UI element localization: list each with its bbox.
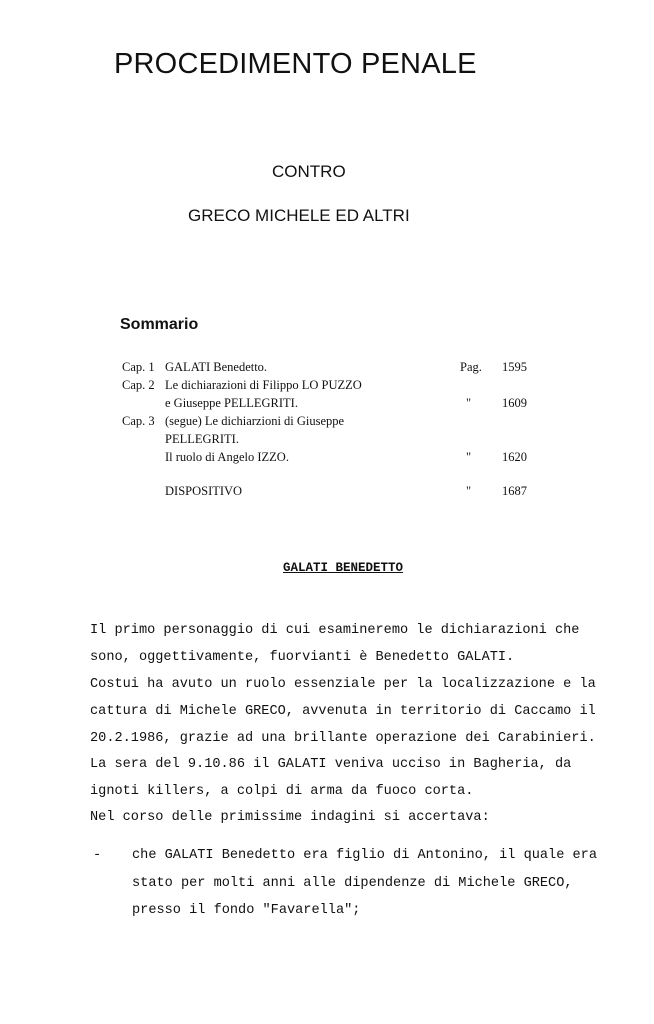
paragraph-line: cattura di Michele GRECO, avvenuta in territorio di Caccamo il [90, 704, 596, 719]
toc-row [122, 414, 542, 432]
toc-page-number: 1620 [502, 450, 527, 464]
bullet-line: che GALATI Benedetto era figlio di Antonino, il quale era [132, 848, 597, 863]
toc-text: e Giuseppe PELLEGRITI. [165, 396, 298, 410]
bullet-line: stato per molti anni alle dipendenze di Michele GRECO, [132, 876, 573, 891]
toc-pag-label: " [466, 484, 472, 498]
toc-text: GALATI Benedetto. [165, 360, 268, 374]
toc-row [122, 432, 542, 450]
toc-row [122, 360, 542, 378]
toc-cap: Cap. 2 [122, 378, 155, 392]
toc-text: PELLEGRITI. [165, 432, 239, 446]
summary-heading: Sommario [120, 316, 199, 333]
paragraph-line: La sera del 9.10.86 il GALATI veniva ucciso in Bagheria, da [90, 757, 572, 772]
bullet-line: presso il fondo "Favarella"; [132, 903, 361, 918]
toc-text: Le dichiarazioni di Filippo LO PUZZO [165, 378, 362, 392]
document-title-text: PROCEDIMENTO PENALE [114, 48, 477, 80]
toc-page-number: 1595 [502, 360, 527, 374]
bullet-marker: - [93, 848, 102, 863]
toc-pag-label: " [466, 396, 472, 410]
toc-cap: Cap. 3 [122, 414, 155, 428]
toc-page-number: 1609 [502, 396, 527, 410]
section-heading: GALATI BENEDETTO [283, 561, 404, 575]
paragraph-line: sono, oggettivamente, fuorvianti è Benedetto GALATI. [90, 650, 515, 665]
paragraph-line: Il primo personaggio di cui esamineremo le dichiarazioni che [90, 623, 580, 638]
defendants-label: GRECO MICHELE ED ALTRI [188, 206, 410, 225]
toc-text: (segue) Le dichiarzioni di Giuseppe [165, 414, 345, 428]
paragraph-line: Costui ha avuto un ruolo essenziale per la localizzazione e la [90, 677, 596, 692]
toc-pag-label: " [466, 450, 472, 464]
paragraph-line: 20.2.1986, grazie ad una brillante operazione dei Carabinieri. [90, 731, 596, 746]
toc-row [122, 378, 542, 396]
toc-text: DISPOSITIVO [165, 484, 243, 498]
toc-row [122, 450, 542, 468]
toc-row [122, 484, 542, 502]
toc-text: Il ruolo di Angelo IZZO. [165, 450, 289, 464]
paragraph-line: Nel corso delle primissime indagini si accertava: [90, 810, 490, 825]
paragraph-line: ignoti killers, a colpi di arma da fuoco corta. [90, 784, 474, 799]
contro-label: CONTRO [272, 162, 346, 181]
toc-row [122, 396, 542, 414]
toc-cap: Cap. 1 [122, 360, 155, 374]
toc-pag-label: Pag. [460, 360, 482, 374]
toc-page-number: 1687 [502, 484, 527, 498]
